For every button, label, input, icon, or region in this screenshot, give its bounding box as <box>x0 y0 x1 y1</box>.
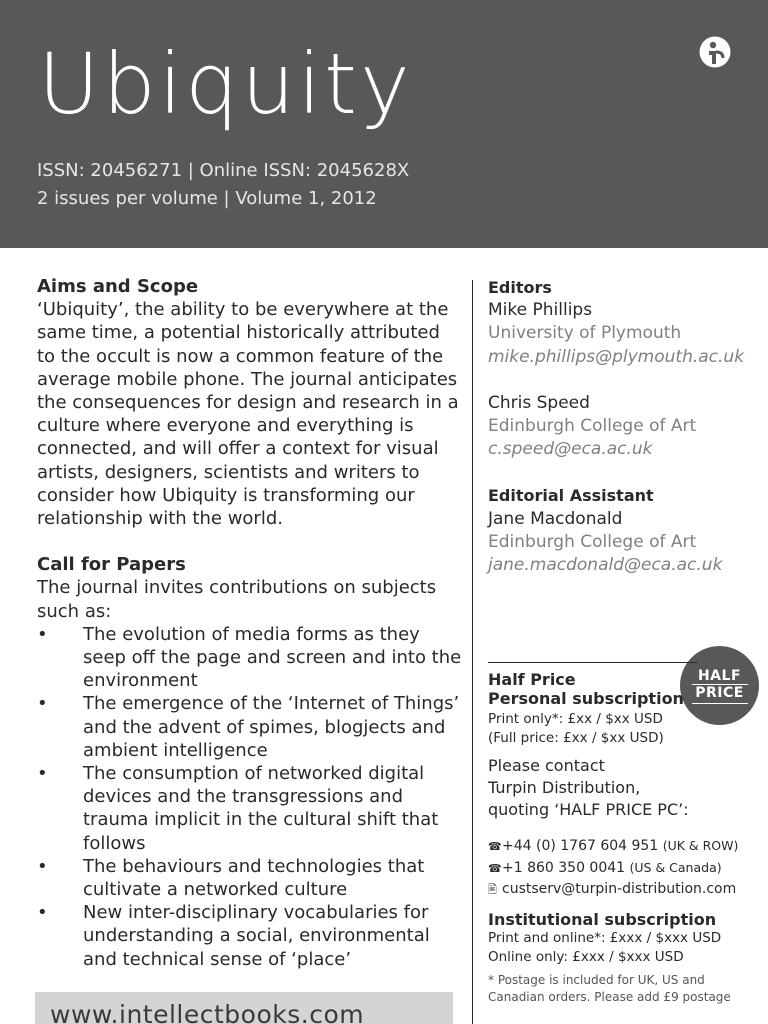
badge-line-2: PRICE <box>695 685 744 701</box>
contact-line-1: Please contact <box>488 756 605 775</box>
promo-label-2: Personal subscription <box>488 689 684 708</box>
assistant-heading: Editorial Assistant <box>488 486 654 506</box>
list-item <box>37 692 462 762</box>
editor-email[interactable]: c.speed@eca.ac.uk <box>488 439 653 460</box>
journal-title: Ubiquity <box>38 35 413 133</box>
list-item <box>37 855 462 901</box>
contact-line-3: quoting ‘HALF PRICE PC’: <box>488 800 689 819</box>
contact-email[interactable]: 🖹 custserv@turpin-distribution.com <box>488 879 748 900</box>
badge-line-1: HALF <box>697 668 742 684</box>
bullet: • <box>37 623 48 645</box>
list-item <box>37 762 462 855</box>
promo-label-1: Half Price <box>488 670 576 689</box>
list-item <box>37 901 462 971</box>
postage-note: * Postage is included for UK, US and Canadian orders. Please add £9 postage <box>488 973 731 1004</box>
assistant-email[interactable]: jane.macdonald@eca.ac.uk <box>488 555 723 576</box>
inst-heading: Institutional subscription <box>488 910 717 929</box>
issn-line: ISSN: 20456271 | Online ISSN: 2045628X <box>37 160 410 181</box>
list-item <box>37 623 462 693</box>
bullet: • <box>37 763 48 785</box>
phone-us[interactable]: ☎+1 860 350 0041 (US & Canada) <box>488 857 748 879</box>
cfp-heading: Call for Papers <box>37 554 186 576</box>
promo-rule <box>488 662 698 663</box>
website-bar[interactable] <box>35 992 453 1024</box>
contact-line-2: Turpin Distribution, <box>488 778 641 797</box>
list-item-text: The behaviours and technologies that cultivate a networked culture <box>83 855 425 901</box>
phone-icon: ☎ <box>488 862 502 875</box>
personal-print-price: Print only*: £xx / $xx USD <box>488 711 663 727</box>
inst-print-price: Print and online*: £xxx / $xxx USD <box>488 930 722 946</box>
personal-full-price: (Full price: £xx / $xx USD) <box>488 729 664 746</box>
list-item-text: The evolution of media forms as they seep off the page and screen and into the environment <box>83 623 462 692</box>
inst-online-price: Online only: £xxx / $xxx USD <box>488 948 684 965</box>
website-url[interactable]: www.intellectbooks.com <box>50 1000 365 1024</box>
subscription-panel <box>488 662 748 1005</box>
right-column <box>488 276 768 577</box>
mail-icon: 🖹 <box>488 883 497 896</box>
aims-body: ‘Ubiquity’, the ability to be everywhere at the same time, a potential historically attributed to the occult is now a common feature of the average mobile phone. The journal anticipates the consequences for design and research in a culture where everyone and everything is connected, and will offer a context for visual artists, designers, scientists and writers to consider how Ubiquity is transforming our relationship with the world. <box>37 299 459 530</box>
volume-line: 2 issues per volume | Volume 1, 2012 <box>37 188 377 209</box>
journal-header <box>0 0 768 248</box>
assistant-name: Jane Macdonald <box>488 508 623 529</box>
phone-icon: ☎ <box>488 840 502 853</box>
editor-name: Mike Phillips <box>488 300 593 321</box>
aims-heading: Aims and Scope <box>37 276 199 297</box>
assistant-institution: Edinburgh College of Art <box>488 531 697 552</box>
intellect-logo-icon <box>699 36 731 68</box>
phone-uk[interactable]: ☎+44 (0) 1767 604 951 (UK & ROW) <box>488 835 748 857</box>
bullet: • <box>37 855 48 877</box>
cfp-list <box>37 623 462 971</box>
bullet: • <box>37 902 48 924</box>
editor-institution: Edinburgh College of Art <box>488 416 697 437</box>
editor-email[interactable]: mike.phillips@plymouth.ac.uk <box>488 346 745 367</box>
list-item-text: The consumption of networked digital devices and the transgressions and trauma implicit in the cultural shift that follows <box>83 763 439 854</box>
editors-heading: Editors <box>488 278 552 297</box>
issn-info <box>37 157 409 213</box>
editor-institution: University of Plymouth <box>488 323 682 344</box>
list-item-text: The emergence of the ‘Internet of Things’ and the advent of spimes, blogjects and ambient intelligence <box>83 693 460 761</box>
cfp-intro: The journal invites contributions on subjects such as: <box>37 577 437 622</box>
editor-name: Chris Speed <box>488 392 590 413</box>
bullet: • <box>37 693 48 715</box>
list-item-text: New inter-disciplinary vocabularies for understanding a social, environmental and technical sense of ‘place’ <box>83 902 430 970</box>
column-divider <box>472 280 473 1024</box>
left-column <box>37 275 462 971</box>
